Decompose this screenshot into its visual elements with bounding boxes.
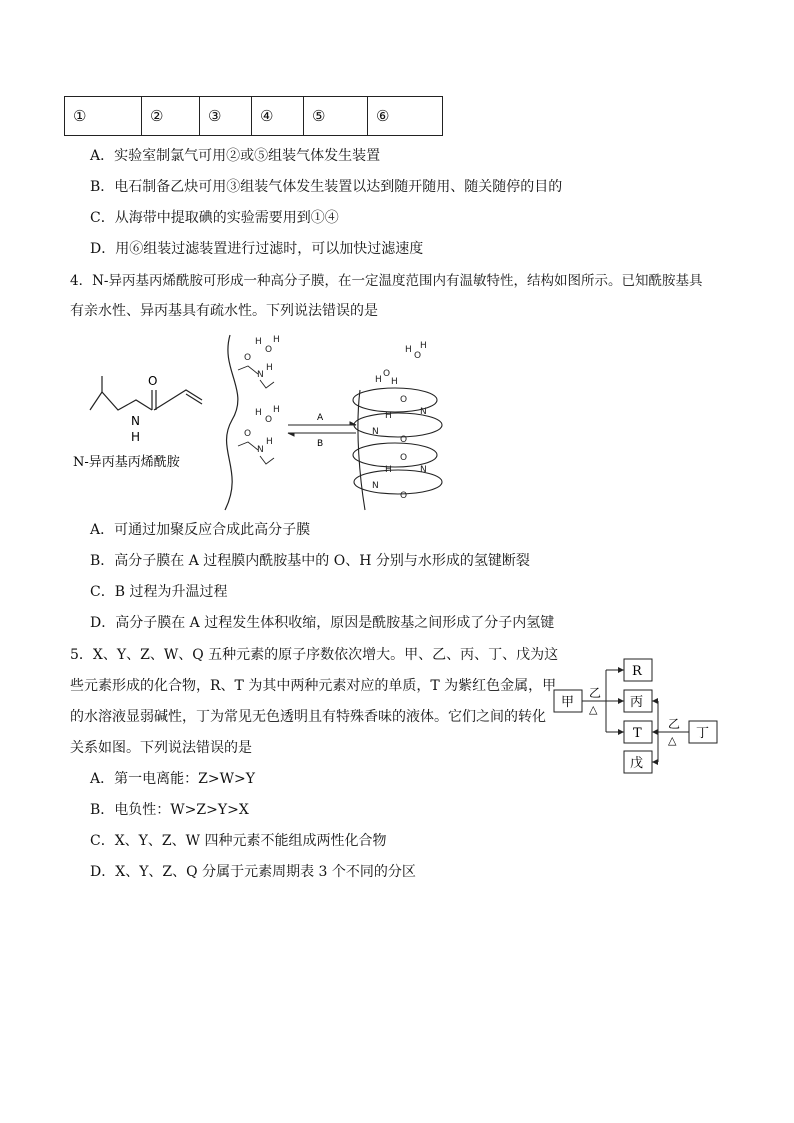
q4-option-c: C．B 过程为升温过程 <box>90 584 228 600</box>
q3-option-d: D．用⑥组装过滤装置进行过滤时，可以加快过滤速度 <box>90 241 424 257</box>
svg-text:H: H <box>273 335 280 345</box>
monomer-structure <box>90 376 202 410</box>
svg-text:O: O <box>400 395 408 405</box>
q5-option-c: C．X、Y、Z、W 四种元素不能组成两性化合物 <box>90 833 387 849</box>
q5-option-b: B．电负性：W>Z>Y>X <box>90 802 249 818</box>
label-wu: 戊 <box>630 756 644 771</box>
q4-stem-line1: 4．N-异丙基丙烯酰胺可形成一种高分子膜，在一定温度范围内有温敏特性，结构如图所示。已知酰胺基具 <box>70 273 703 289</box>
svg-text:H: H <box>391 377 398 387</box>
svg-text:O: O <box>244 353 252 363</box>
q5-stem-line4: 关系如图。下列说法错误的是 <box>70 740 252 756</box>
table-cell-2: ② <box>142 97 200 136</box>
arrow-label-b: B <box>317 439 324 449</box>
arrow-label-a: A <box>317 413 324 423</box>
q5-stem-line1: 5．X、Y、Z、W、Q 五种元素的原子序数依次增大。甲、乙、丙、丁、戊为这 <box>70 647 559 663</box>
svg-text:H: H <box>273 405 280 415</box>
q4-option-d: D．高分子膜在 A 过程发生体积收缩，原因是酰胺基之间形成了分子内氢键 <box>90 615 555 631</box>
q4-option-a: A．可通过加聚反应合成此高分子膜 <box>90 522 311 538</box>
q5-conversion-diagram <box>550 655 725 777</box>
svg-text:O: O <box>400 491 408 501</box>
condition-yi-2: 乙 <box>668 717 681 731</box>
svg-text:H: H <box>385 411 392 421</box>
svg-text:H: H <box>255 408 262 418</box>
q5-option-a: A．第一电离能：Z>W>Y <box>90 771 255 787</box>
svg-text:H: H <box>266 363 273 373</box>
svg-text:H: H <box>255 337 262 347</box>
equilibrium-arrows <box>288 422 356 436</box>
apparatus-table <box>64 96 443 136</box>
svg-text:H: H <box>375 375 382 385</box>
svg-text:H: H <box>420 341 427 351</box>
polymer-chain-left <box>225 335 238 510</box>
condition-delta-2: △ <box>668 734 677 747</box>
svg-text:O: O <box>400 435 408 445</box>
table-cell-3: ③ <box>200 97 252 136</box>
q4-figure <box>60 330 460 515</box>
monomer-atom-n: N <box>131 414 140 428</box>
svg-text:O: O <box>414 351 422 361</box>
svg-text:O: O <box>244 429 252 439</box>
monomer-atom-h: H <box>131 430 141 444</box>
condition-yi-1: 乙 <box>589 686 602 700</box>
svg-text:O: O <box>383 369 391 379</box>
svg-text:N: N <box>420 465 427 475</box>
svg-text:H: H <box>385 465 392 475</box>
label-ding: 丁 <box>696 726 710 741</box>
svg-text:H: H <box>266 437 273 447</box>
monomer-name: N-异丙基丙烯酰胺 <box>73 455 180 470</box>
q5-option-d: D．X、Y、Z、Q 分属于元素周期表 3 个不同的分区 <box>90 864 416 880</box>
svg-text:N: N <box>257 445 264 455</box>
svg-text:N: N <box>257 370 264 380</box>
q5-stem-line3: 的水溶液显弱碱性，丁为常见无色透明且有特殊香味的液体。它们之间的转化 <box>70 709 546 725</box>
q4-stem-line2: 有亲水性、异丙基具有疏水性。下列说法错误的是 <box>70 303 378 319</box>
q3-option-b: B．电石制备乙炔可用③组装气体发生装置以达到随开随用、随关随停的目的 <box>90 179 563 195</box>
q5-stem-line2: 些元素形成的化合物，R、T 为其中两种元素对应的单质，T 为紫红色金属，甲 <box>70 678 557 694</box>
q4-option-b: B．高分子膜在 A 过程膜内酰胺基中的 O、H 分别与水形成的氢键断裂 <box>90 553 530 569</box>
label-t: T <box>633 726 642 741</box>
table-cell-5: ⑤ <box>304 97 368 136</box>
polymer-coil-right <box>353 388 442 510</box>
label-bing: 丙 <box>630 695 644 710</box>
svg-text:H: H <box>405 345 412 355</box>
table-cell-6: ⑥ <box>368 97 443 136</box>
label-r: R <box>632 664 642 679</box>
svg-text:O: O <box>400 453 408 463</box>
q3-option-a: A．实验室制氯气可用②或⑤组装气体发生装置 <box>90 148 381 164</box>
condition-delta-1: △ <box>589 703 598 716</box>
svg-text:N: N <box>420 407 427 417</box>
monomer-atom-o: O <box>148 374 158 388</box>
svg-text:N: N <box>372 427 379 437</box>
svg-text:O: O <box>265 345 273 355</box>
table-cell-1: ① <box>65 97 142 136</box>
q3-option-c: C．从海带中提取碘的实验需要用到①④ <box>90 210 339 226</box>
label-jia: 甲 <box>561 695 575 710</box>
svg-text:O: O <box>265 415 273 425</box>
table-cell-4: ④ <box>252 97 304 136</box>
svg-text:N: N <box>372 481 379 491</box>
